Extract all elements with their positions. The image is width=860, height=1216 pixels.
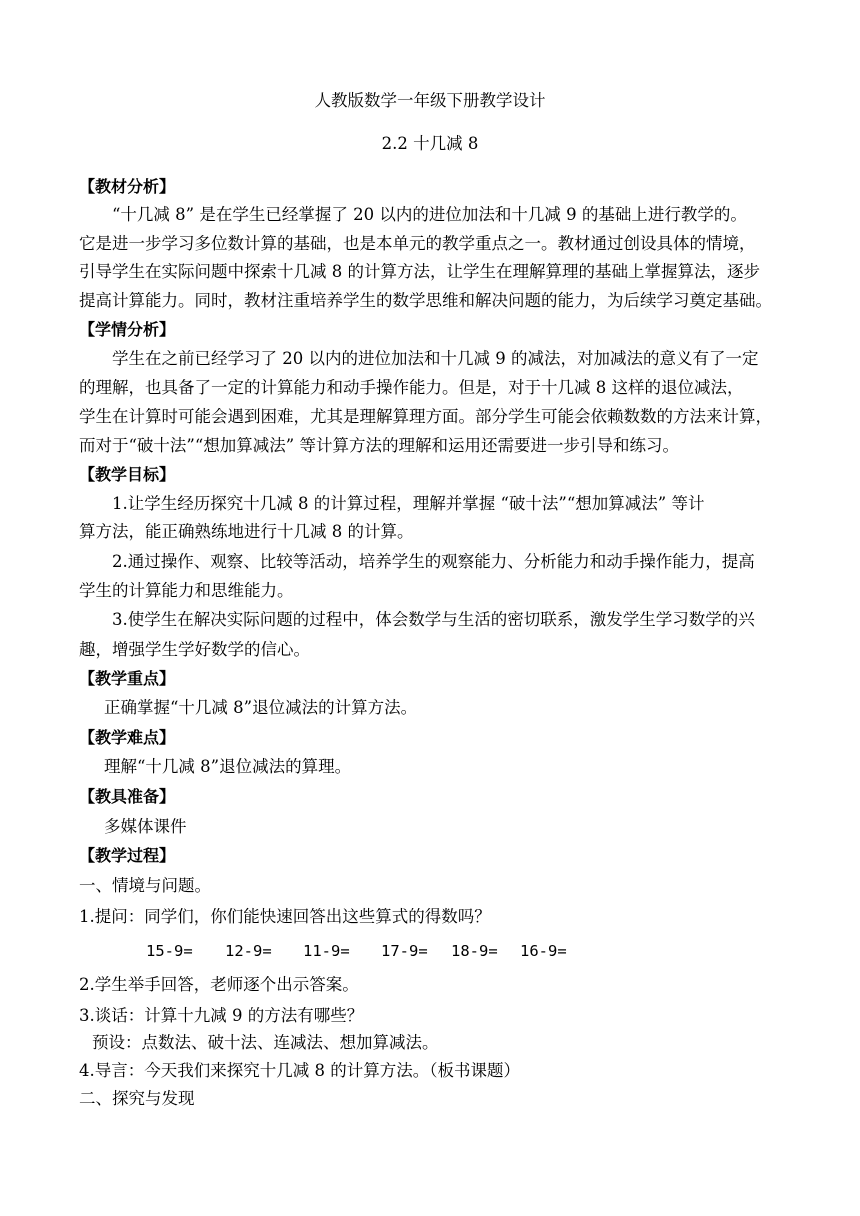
goal-line: 算方法，能正确熟练地进行十几减 8 的计算。 xyxy=(79,522,414,541)
paragraph-line: 学生在计算时可能会遇到困难，尤其是理解算理方面。部分学生可能会依赖数数的方法来计算， xyxy=(79,407,772,426)
document-title: 人教版数学一年级下册教学设计 xyxy=(314,91,546,110)
goal-line: 1.让学生经历探究十几减 8 的计算过程，理解并掌握 “破十法”“想加算减法” 等计 xyxy=(112,494,705,513)
section-heading-learner: 【学情分析】 xyxy=(79,320,176,339)
process-step: 2.学生举手回答，老师逐个出示答案。 xyxy=(79,975,359,994)
tools-text: 多媒体课件 xyxy=(104,817,187,836)
section-heading-analysis: 【教材分析】 xyxy=(79,177,176,196)
process-part-title: 二、探究与发现 xyxy=(79,1089,195,1108)
equation: 15-9= xyxy=(146,942,193,960)
paragraph-line: 它是进一步学习多位数计算的基础，也是本单元的教学重点之一。教材通过创设具体的情境， xyxy=(79,234,756,253)
equation: 17-9= xyxy=(381,942,428,960)
goal-line: 学生的计算能力和思维能力。 xyxy=(79,581,294,600)
section-heading-tools: 【教具准备】 xyxy=(79,787,176,806)
process-step: 4.导言：今天我们来探究十几减 8 的计算方法。（板书课题） xyxy=(79,1061,520,1080)
lesson-title: 2.2 十几减 8 xyxy=(381,134,479,153)
paragraph-line: 而对于“破十法”“想加算减法” 等计算方法的理解和运用还需要进一步引导和练习。 xyxy=(79,436,679,455)
paragraph-line: 提高计算能力。同时，教材注重培养学生的数学思维和解决问题的能力，为后续学习奠定基础。 xyxy=(79,291,772,310)
process-step: 3.谈话：计算十九减 9 的方法有哪些？ xyxy=(79,1006,364,1025)
key-point-text: 正确掌握“十几减 8”退位减法的计算方法。 xyxy=(104,698,418,717)
paragraph-line: “十几减 8” 是在学生已经掌握了 20 以内的进位加法和十几减 9 的基础上进行教学的。 xyxy=(112,205,747,224)
equation: 18-9= xyxy=(451,942,498,960)
equation: 16-9= xyxy=(520,942,567,960)
section-heading-key: 【教学重点】 xyxy=(79,669,176,688)
section-heading-difficulty: 【教学难点】 xyxy=(79,728,176,747)
difficulty-text: 理解“十几减 8”退位减法的算理。 xyxy=(104,757,352,776)
equation: 11-9= xyxy=(303,942,350,960)
goal-line: 趣，增强学生学好数学的信心。 xyxy=(79,640,310,659)
equation-row xyxy=(0,940,860,962)
goal-line: 2.通过操作、观察、比较等活动，培养学生的观察能力、分析能力和动手操作能力，提高 xyxy=(112,552,755,571)
process-preset: 预设：点数法、破十法、连减法、想加算减法。 xyxy=(92,1033,439,1052)
process-step: 1.提问：同学们，你们能快速回答出这些算式的得数吗？ xyxy=(79,907,491,926)
equation: 12-9= xyxy=(225,942,272,960)
section-heading-goals: 【教学目标】 xyxy=(79,465,176,484)
paragraph-line: 的理解，也具备了一定的计算能力和动手操作能力。但是，对于十几减 8 这样的退位减法， xyxy=(79,378,744,397)
goal-line: 3.使学生在解决实际问题的过程中，体会数学与生活的密切联系，激发学生学习数学的兴 xyxy=(112,610,755,629)
process-part-title: 一、情境与问题。 xyxy=(79,876,211,895)
paragraph-line: 学生在之前已经学习了 20 以内的进位加法和十几减 9 的减法，对加减法的意义有了一定 xyxy=(112,349,759,368)
section-heading-process: 【教学过程】 xyxy=(79,846,176,865)
paragraph-line: 引导学生在实际问题中探索十几减 8 的计算方法，让学生在理解算理的基础上掌握算法，逐步 xyxy=(79,262,760,281)
